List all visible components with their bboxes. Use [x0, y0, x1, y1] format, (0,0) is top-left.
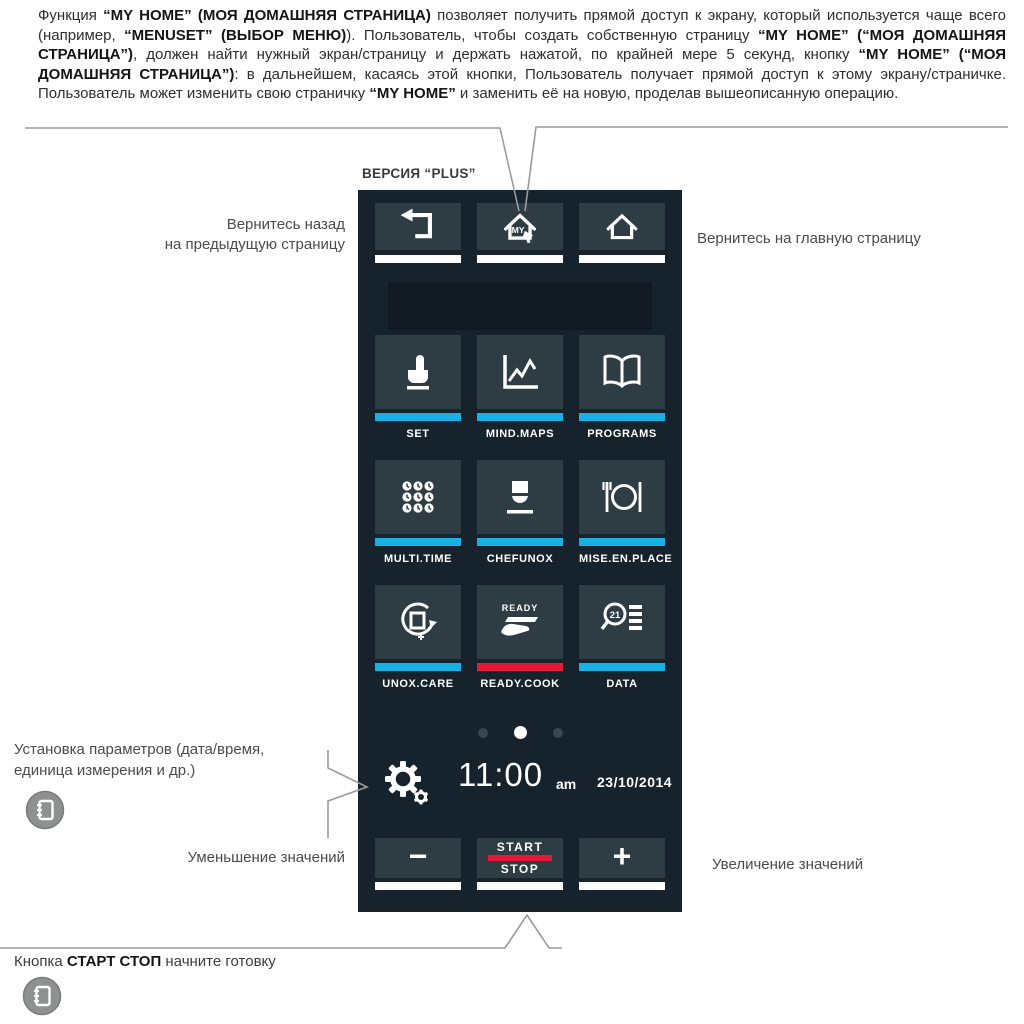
home-button[interactable]	[579, 203, 665, 250]
tile-multi-time[interactable]	[375, 460, 461, 534]
settings-callout-label: Установка параметров (дата/время, единица измерения и др.)	[14, 741, 265, 779]
back-button[interactable]	[375, 203, 461, 250]
plate-cutlery-icon	[598, 473, 646, 521]
hand-pointer-icon	[394, 348, 442, 396]
start-stop-caption: Кнопка СТАРТ СТОП начните готовку	[14, 953, 276, 970]
tile-chefunox-label: CHEFUNOX	[486, 553, 554, 565]
tile-mind-maps-label: MIND.MAPS	[485, 428, 555, 440]
tile-programs-underline	[579, 413, 665, 421]
oven-touch-panel	[358, 190, 682, 912]
version-label: ВЕРСИЯ “PLUS”	[362, 166, 476, 181]
page-dot[interactable]	[553, 728, 563, 738]
tile-mind-maps-underline	[477, 413, 563, 421]
clocks-grid-icon	[394, 473, 442, 521]
my-home-button[interactable]	[477, 203, 563, 250]
tile-mind-maps[interactable]	[477, 335, 563, 409]
home-button-underline	[579, 255, 665, 263]
tile-ready-cook[interactable]	[477, 585, 563, 659]
minus-button-underline	[375, 882, 461, 890]
tile-ready-cook-label: READY.COOK	[480, 678, 560, 690]
rotate-square-icon	[394, 598, 442, 646]
tile-ready-cook-underline	[477, 663, 563, 671]
page-indicator	[358, 726, 682, 739]
intro-paragraph: Функция “MY HOME” (МОЯ ДОМАШНЯЯ СТРАНИЦА) позволяет получить прямой доступ к экрану, который используется чаще всего (например, “MENUSET” (ВЫБОР МЕНЮ)). Пользователь, чтобы создать собственную страницу “MY HOME” (“МОЯ ДОМАШНЯЯ СТРАНИЦА”), должен найти нужный экран/страницу и держать нажатой, по крайней мере 5 секунд, кнопку “MY HOME” (“МОЯ ДОМАШНЯЯ СТРАНИЦА”): в дальнейшем, касаясь этой кнопки, Пользователь получает прямой доступ к этому экрану/страничке. Пользователь может изменить свою страничку “MY HOME” и заменить её на новую, проделав вышеописанную операцию.	[38, 7, 1007, 102]
line-chart-icon	[496, 348, 544, 396]
open-book-icon	[598, 348, 646, 396]
settings-button[interactable]	[384, 760, 430, 811]
start-stop-button[interactable]	[477, 838, 563, 878]
tile-set[interactable]	[375, 335, 461, 409]
tile-programs-label: PROGRAMS	[587, 428, 657, 440]
manual-reference-icon	[25, 790, 65, 835]
svg-text:READY: READY	[501, 603, 539, 613]
page-dot[interactable]	[478, 728, 488, 738]
ghost-text-band	[388, 282, 652, 330]
my-home-button-underline	[477, 255, 563, 263]
tile-mise-en-place-label: MISE.EN.PLACE	[579, 553, 673, 565]
tile-multi-time-label: MULTI.TIME	[383, 553, 453, 565]
increase-callout-label: Увеличение значений	[712, 856, 864, 873]
ready-hand-icon	[493, 598, 547, 646]
tile-unox-care[interactable]	[375, 585, 461, 659]
my-home-icon	[497, 204, 543, 250]
start-stop-button-underline	[477, 882, 563, 890]
start-label: START	[496, 840, 544, 854]
home-icon	[600, 205, 644, 249]
minus-glyph: −	[408, 838, 428, 874]
search-list-icon	[598, 598, 646, 646]
tile-programs[interactable]	[579, 335, 665, 409]
clock-time: 11:00	[458, 756, 544, 793]
page-dot-active[interactable]	[514, 726, 527, 739]
tile-unox-care-underline	[375, 663, 461, 671]
svg-text:MY: MY	[511, 224, 525, 235]
settings-gear-icon	[384, 760, 430, 806]
tile-chefunox[interactable]	[477, 460, 563, 534]
decrease-callout-label: Уменьшение значений	[187, 849, 345, 866]
tile-chefunox-underline	[477, 538, 563, 546]
chef-icon	[496, 473, 544, 521]
clock-date: 23/10/2014	[597, 774, 673, 790]
tile-data-label: DATA	[606, 678, 638, 690]
tile-data-underline	[579, 663, 665, 671]
manual-reference-icon	[22, 976, 62, 1021]
clock-meridiem: am	[556, 776, 577, 792]
home-callout-label: Вернитесь на главную страницу	[697, 230, 921, 247]
tile-set-label: SET	[406, 428, 430, 440]
tile-data[interactable]	[579, 585, 665, 659]
plus-button[interactable]	[579, 838, 665, 878]
plus-button-underline	[579, 882, 665, 890]
tile-unox-care-label: UNOX.CARE	[382, 678, 454, 690]
tile-mise-en-place-underline	[579, 538, 665, 546]
plus-glyph: +	[612, 838, 632, 874]
svg-text:21: 21	[609, 610, 621, 621]
back-callout-label: Вернитесь назад на предыдущую страницу	[164, 216, 345, 253]
tile-multi-time-underline	[375, 538, 461, 546]
start-stop-red-bar	[488, 855, 552, 861]
tile-set-underline	[375, 413, 461, 421]
tile-mise-en-place[interactable]	[579, 460, 665, 534]
minus-button[interactable]	[375, 838, 461, 878]
notebook-circle-icon	[22, 976, 62, 1016]
notebook-circle-icon	[25, 790, 65, 830]
back-button-underline	[375, 255, 461, 263]
stop-label: STOP	[500, 862, 540, 876]
return-arrow-icon	[396, 205, 440, 249]
